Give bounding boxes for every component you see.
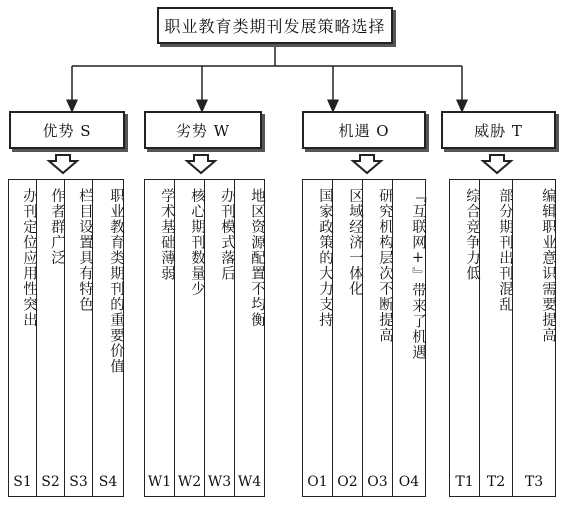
strength-item-s1 <box>8 179 37 497</box>
threat-item-t2 <box>479 179 513 497</box>
item-code: W2 <box>177 474 202 490</box>
item-code: W3 <box>207 474 232 490</box>
item-text: 地区资源配置不均衡 <box>249 188 265 328</box>
strength-item-s2 <box>36 179 65 497</box>
item-text: 栏目设置具有特色 <box>77 188 93 312</box>
opportunity-item-o2 <box>332 179 363 497</box>
item-code: S3 <box>69 474 88 490</box>
item-code: T2 <box>486 474 506 490</box>
item-text: 职业教育类期刊的重要价值 <box>108 188 124 374</box>
hollow-arrow-t <box>483 155 511 173</box>
weakness-item-w2 <box>174 179 205 497</box>
weakness-item-w3 <box>204 179 235 497</box>
item-code: S2 <box>41 474 60 490</box>
diagram-title: 职业教育类期刊发展策略选择 <box>157 7 393 44</box>
strength-item-s3 <box>64 179 93 497</box>
hollow-arrow-o <box>353 155 381 173</box>
item-text: 部分期刊出刊混乱 <box>497 188 513 312</box>
hollow-arrow-w <box>187 155 215 173</box>
item-text: 综合竞争力低 <box>464 188 480 281</box>
item-text: 核心期刊数量少 <box>189 188 205 297</box>
weakness-item-w1 <box>144 179 175 497</box>
item-code: T3 <box>524 474 544 490</box>
item-text: 国家政策的大力支持 <box>317 188 333 328</box>
item-code: O2 <box>337 474 358 490</box>
opportunity-item-o4 <box>392 179 426 497</box>
item-code: T1 <box>455 474 474 490</box>
strength-item-s4 <box>92 179 124 497</box>
item-code: S1 <box>13 474 32 490</box>
item-text: 办刊定位应用性突出 <box>21 188 37 328</box>
item-text: 作者群广泛 <box>49 188 65 266</box>
item-code: O1 <box>307 474 328 490</box>
item-text: 研究机构层次不断提高 <box>377 188 393 343</box>
item-code: W4 <box>237 474 262 490</box>
item-text: 学术基础薄弱 <box>159 188 175 281</box>
threat-item-t3 <box>512 179 556 497</box>
item-text: 办刊模式落后 <box>219 188 235 281</box>
category-threats: 威胁 T <box>441 111 556 149</box>
item-text: 区域经济一体化 <box>347 188 363 297</box>
hollow-arrow-s <box>49 155 77 173</box>
category-weaknesses: 劣势 W <box>144 111 262 149</box>
item-code: O4 <box>398 474 420 490</box>
item-text: 『互联网+』带来了机遇 <box>410 188 426 360</box>
category-opportunities: 机遇 O <box>302 111 426 149</box>
item-text: 编辑职业意识需要提高 <box>540 188 556 343</box>
threat-item-t1 <box>449 179 480 497</box>
category-strengths: 优势 S <box>9 111 125 149</box>
item-code: S4 <box>98 474 118 490</box>
opportunity-item-o3 <box>362 179 393 497</box>
item-code: O3 <box>367 474 388 490</box>
weakness-item-w4 <box>234 179 265 497</box>
opportunity-item-o1 <box>302 179 333 497</box>
item-code: W1 <box>147 474 172 490</box>
